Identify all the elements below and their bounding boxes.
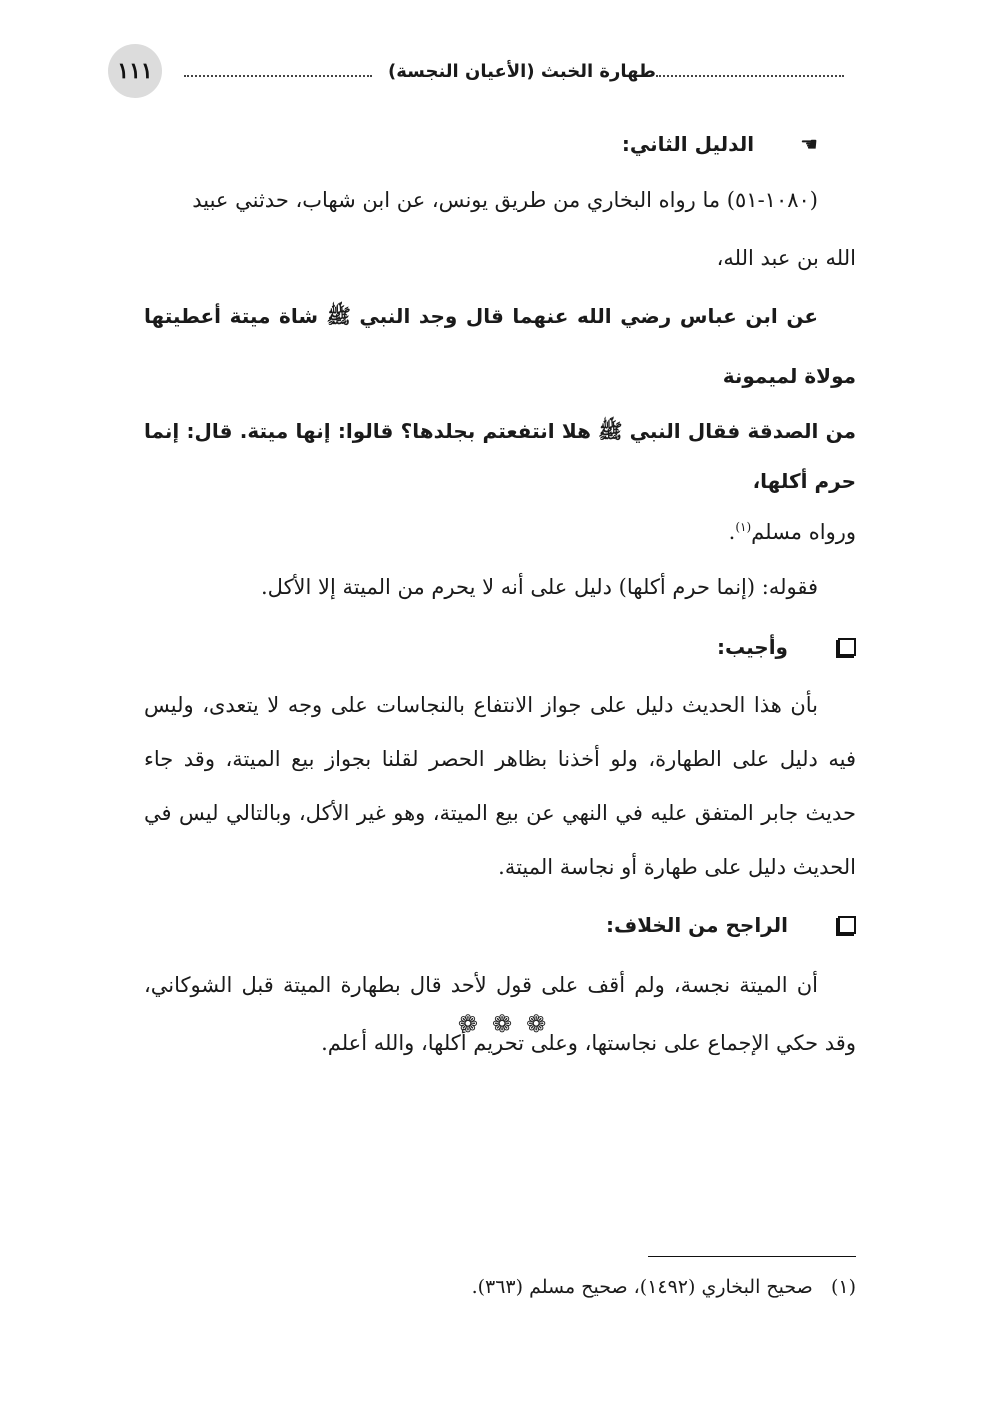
checkbox-icon xyxy=(838,916,856,934)
flower-ornament-icon: ❁ xyxy=(491,1010,513,1038)
flower-ornament-icon: ❁ xyxy=(526,1010,547,1038)
section-heading-second-evidence xyxy=(144,118,856,170)
section-heading-text: وأجيب: xyxy=(716,635,788,659)
running-header xyxy=(184,56,844,86)
section-heading-text: الدليل الثاني: xyxy=(621,132,755,156)
hadith-text-line-1: عن ابن عباس رضي الله عنهما قال وجد النبي ﷺ شاة ميتة أعطيتها مولاة لميمونة xyxy=(144,304,856,388)
page-number: ١١١ xyxy=(108,44,162,98)
section-end-ornaments xyxy=(0,1010,1004,1038)
hadith-chain-line-1: (١٠٨٠-٥١) ما رواه البخاري من طريق يونس، عن ابن شهاب، حدثني عبيد xyxy=(192,188,818,212)
hadith-text-line-2: من الصدقة فقال النبي ﷺ هلا انتفعتم بجلدها؟ قالوا: إنها ميتة. قال: إنما حرم أكلها، xyxy=(144,419,856,493)
footnote-text: صحيح البخاري (١٤٩٢)، صحيح مسلم (٣٦٣). xyxy=(471,1276,813,1298)
section-heading-preferred-view xyxy=(144,894,856,956)
preferred-view-paragraph: أن الميتة نجسة، ولم أقف على قول لأحد قال بطهارة الميتة قبل الشوكاني، وقد حكي الإجماع على نجاستها، وعلى تحريم أكلها، والله أعلم. xyxy=(144,973,856,1055)
footnote-number: (١) xyxy=(830,1276,856,1298)
commentary-paragraph: فقوله: (إنما حرم أكلها) دليل على أنه لا يحرم من الميتة إلا الأكل. xyxy=(260,575,818,599)
checkbox-icon xyxy=(838,638,856,656)
header-leader-dots xyxy=(656,75,844,77)
section-heading-reply xyxy=(144,616,856,678)
flower-ornament-icon: ❁ xyxy=(457,1010,478,1038)
section-heading-text: الراجح من الخلاف: xyxy=(606,913,788,937)
hadith-source-text: ورواه مسلم xyxy=(751,520,856,544)
header-leader-dots-left xyxy=(184,75,372,77)
page-body xyxy=(144,118,856,1072)
footnote xyxy=(144,1276,856,1298)
footnote-reference[interactable]: (١) xyxy=(735,520,752,534)
running-title: طهارة الخبث (الأعيان النجسة) xyxy=(388,60,656,82)
hadith-source-line: ورواه مسلم$^{(١)}$. xyxy=(728,520,856,544)
pointing-hand-icon: ☚ xyxy=(800,132,818,156)
reply-paragraph: بأن هذا الحديث دليل على جواز الانتفاع بالنجاسات على وجه لا يتعدى، وليس فيه دليل على الطهارة، ولو أخذنا بظاهر الحصر لقلنا بجواز بيع الميتة، وقد جاء حديث جابر المتفق عليه في النهي عن بيع الميتة، وهو غير الأكل، وبالتالي ليس في الحديث دليل على طهارة أو نجاسة الميتة. xyxy=(144,693,856,879)
footnote-separator xyxy=(648,1256,856,1257)
hadith-chain-line-2: الله بن عبد الله، xyxy=(716,246,856,270)
